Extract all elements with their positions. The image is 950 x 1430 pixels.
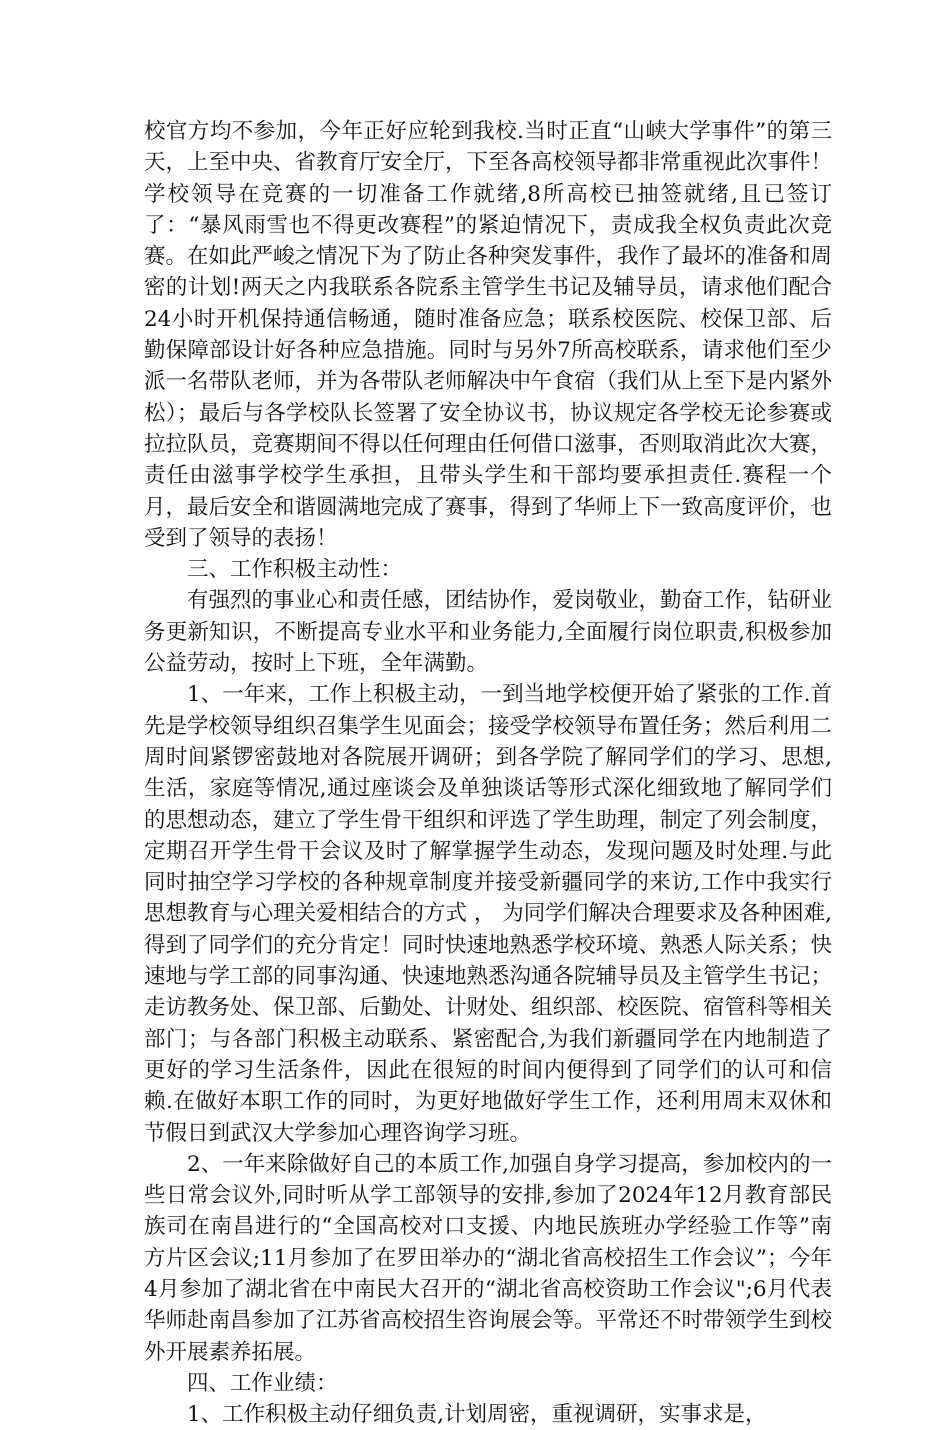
paragraph-item-1-proactive-work: 1、一年来，工作上积极主动，一到当地学校便开始了紧张的工作.首先是学校领导组织召集学生见面会；接受学校领导布置任务；然后利用二周时间紧锣密鼓地对各院展开调研；到各学院了解同学们的学习、思想,生活，家庭等情况,通过座谈会及单独谈话等形式深化细致地了解同学们的思想动态，建立了学生骨干组织和评选了学生助理，制定了列会制度，定期召开学生骨干会议及时了解掌握学生动态，发现问题及时处理.与此同时抽空学习学校的各种规章制度并接受新疆同学的来访,工作中我实行思想教育与心理关爱相结合的方式 ， 为同学们解决合理要求及各种困难,得到了同学们的充分肯定！同时快速地熟悉学校环境、熟悉人际关系；快速地与学工部的同事沟通、快速地熟悉沟通各院辅导员及主管学生书记；走访教务处、保卫部、后勤处、计财处、组织部、校医院、宿管科等相关部门；与各部门积极主动联系、紧密配合,为我们新疆同学在内地制造了更好的学习生活条件，因此在很短的时间内便得到了同学们的认可和信赖.在做好本职工作的同时，为更好地做好学生工作，还利用周末双休和节假日到武汉大学参加心理咨询学习班。 (144, 682, 833, 1146)
section-heading-achievements: 四、工作业绩： (187, 1370, 338, 1396)
paragraph-competition-safety: 校官方均不参加，今年正好应轮到我校.当时正直“山峡大学事件”的第三天，上至中央、省教育厅安全厅，下至各高校领导都非常重视此次事件！学校领导在竞赛的一切准备工作就绪,8所高校已抽签就绪,且已签订了：“暴风雨雪也不得更改赛程”的紧迫情况下，责成我全权负责此次竞赛。在如此严峻之情况下为了防止各种突发事件，我作了最坏的准备和周密的计划!两天之内我联系各院系主管学生书记及辅导员，请求他们配合24小时开机保持通信畅通，随时准备应急；联系校医院、校保卫部、后勤保障部设计好各种应急措施。同时与另外7所高校联系，请求他们至少派一名带队老师，并为各带队老师解决中午食宿（我们从上至下是内紧外松）；最后与各学校队长签署了安全协议书，协议规定各学校无论参赛或拉拉队员，竞赛期间不得以任何理由任何借口滋事，否则取消此次大赛，责任由滋事学校学生承担，且带头学生和干部均要承担责任.赛程一个月，最后安全和谐圆满地完成了赛事，得到了华师上下一致高度评价，也受到了领导的表扬！ (144, 119, 833, 551)
document-body (144, 116, 832, 1430)
paragraph-responsibility: 有强烈的事业心和责任感，团结协作，爱岗敬业，勤奋工作，钻研业务更新知识，不断提高专业水平和业务能力,全面履行岗位职责,积极参加公益劳动，按时上下班，全年满勤。 (144, 588, 833, 677)
paragraph-achievement-item-1: 1、工作积极主动仔细负责,计划周密，重视调研，实事求是， (187, 1402, 767, 1428)
section-heading-work-initiative: 三、工作积极主动性： (187, 557, 403, 583)
paragraph-item-2-meetings: 2、一年来除做好自己的本质工作,加强自身学习提高，参加校内的一些日常会议外,同时听从学工部领导的安排,参加了2024年12月教育部民族司在南昌进行的“全国高校对口支援、内地民族班办学经验工作等”南方片区会议;11月参加了在罗田举办的“湖北省高校招生工作会议”；今年4月参加了湖北省在中南民大召开的“湖北省高校资助工作会议";6月代表华师赴南昌参加了江苏省高校招生咨询展会等。平常还不时带领学生到校外开展素养拓展。 (144, 1151, 833, 1365)
